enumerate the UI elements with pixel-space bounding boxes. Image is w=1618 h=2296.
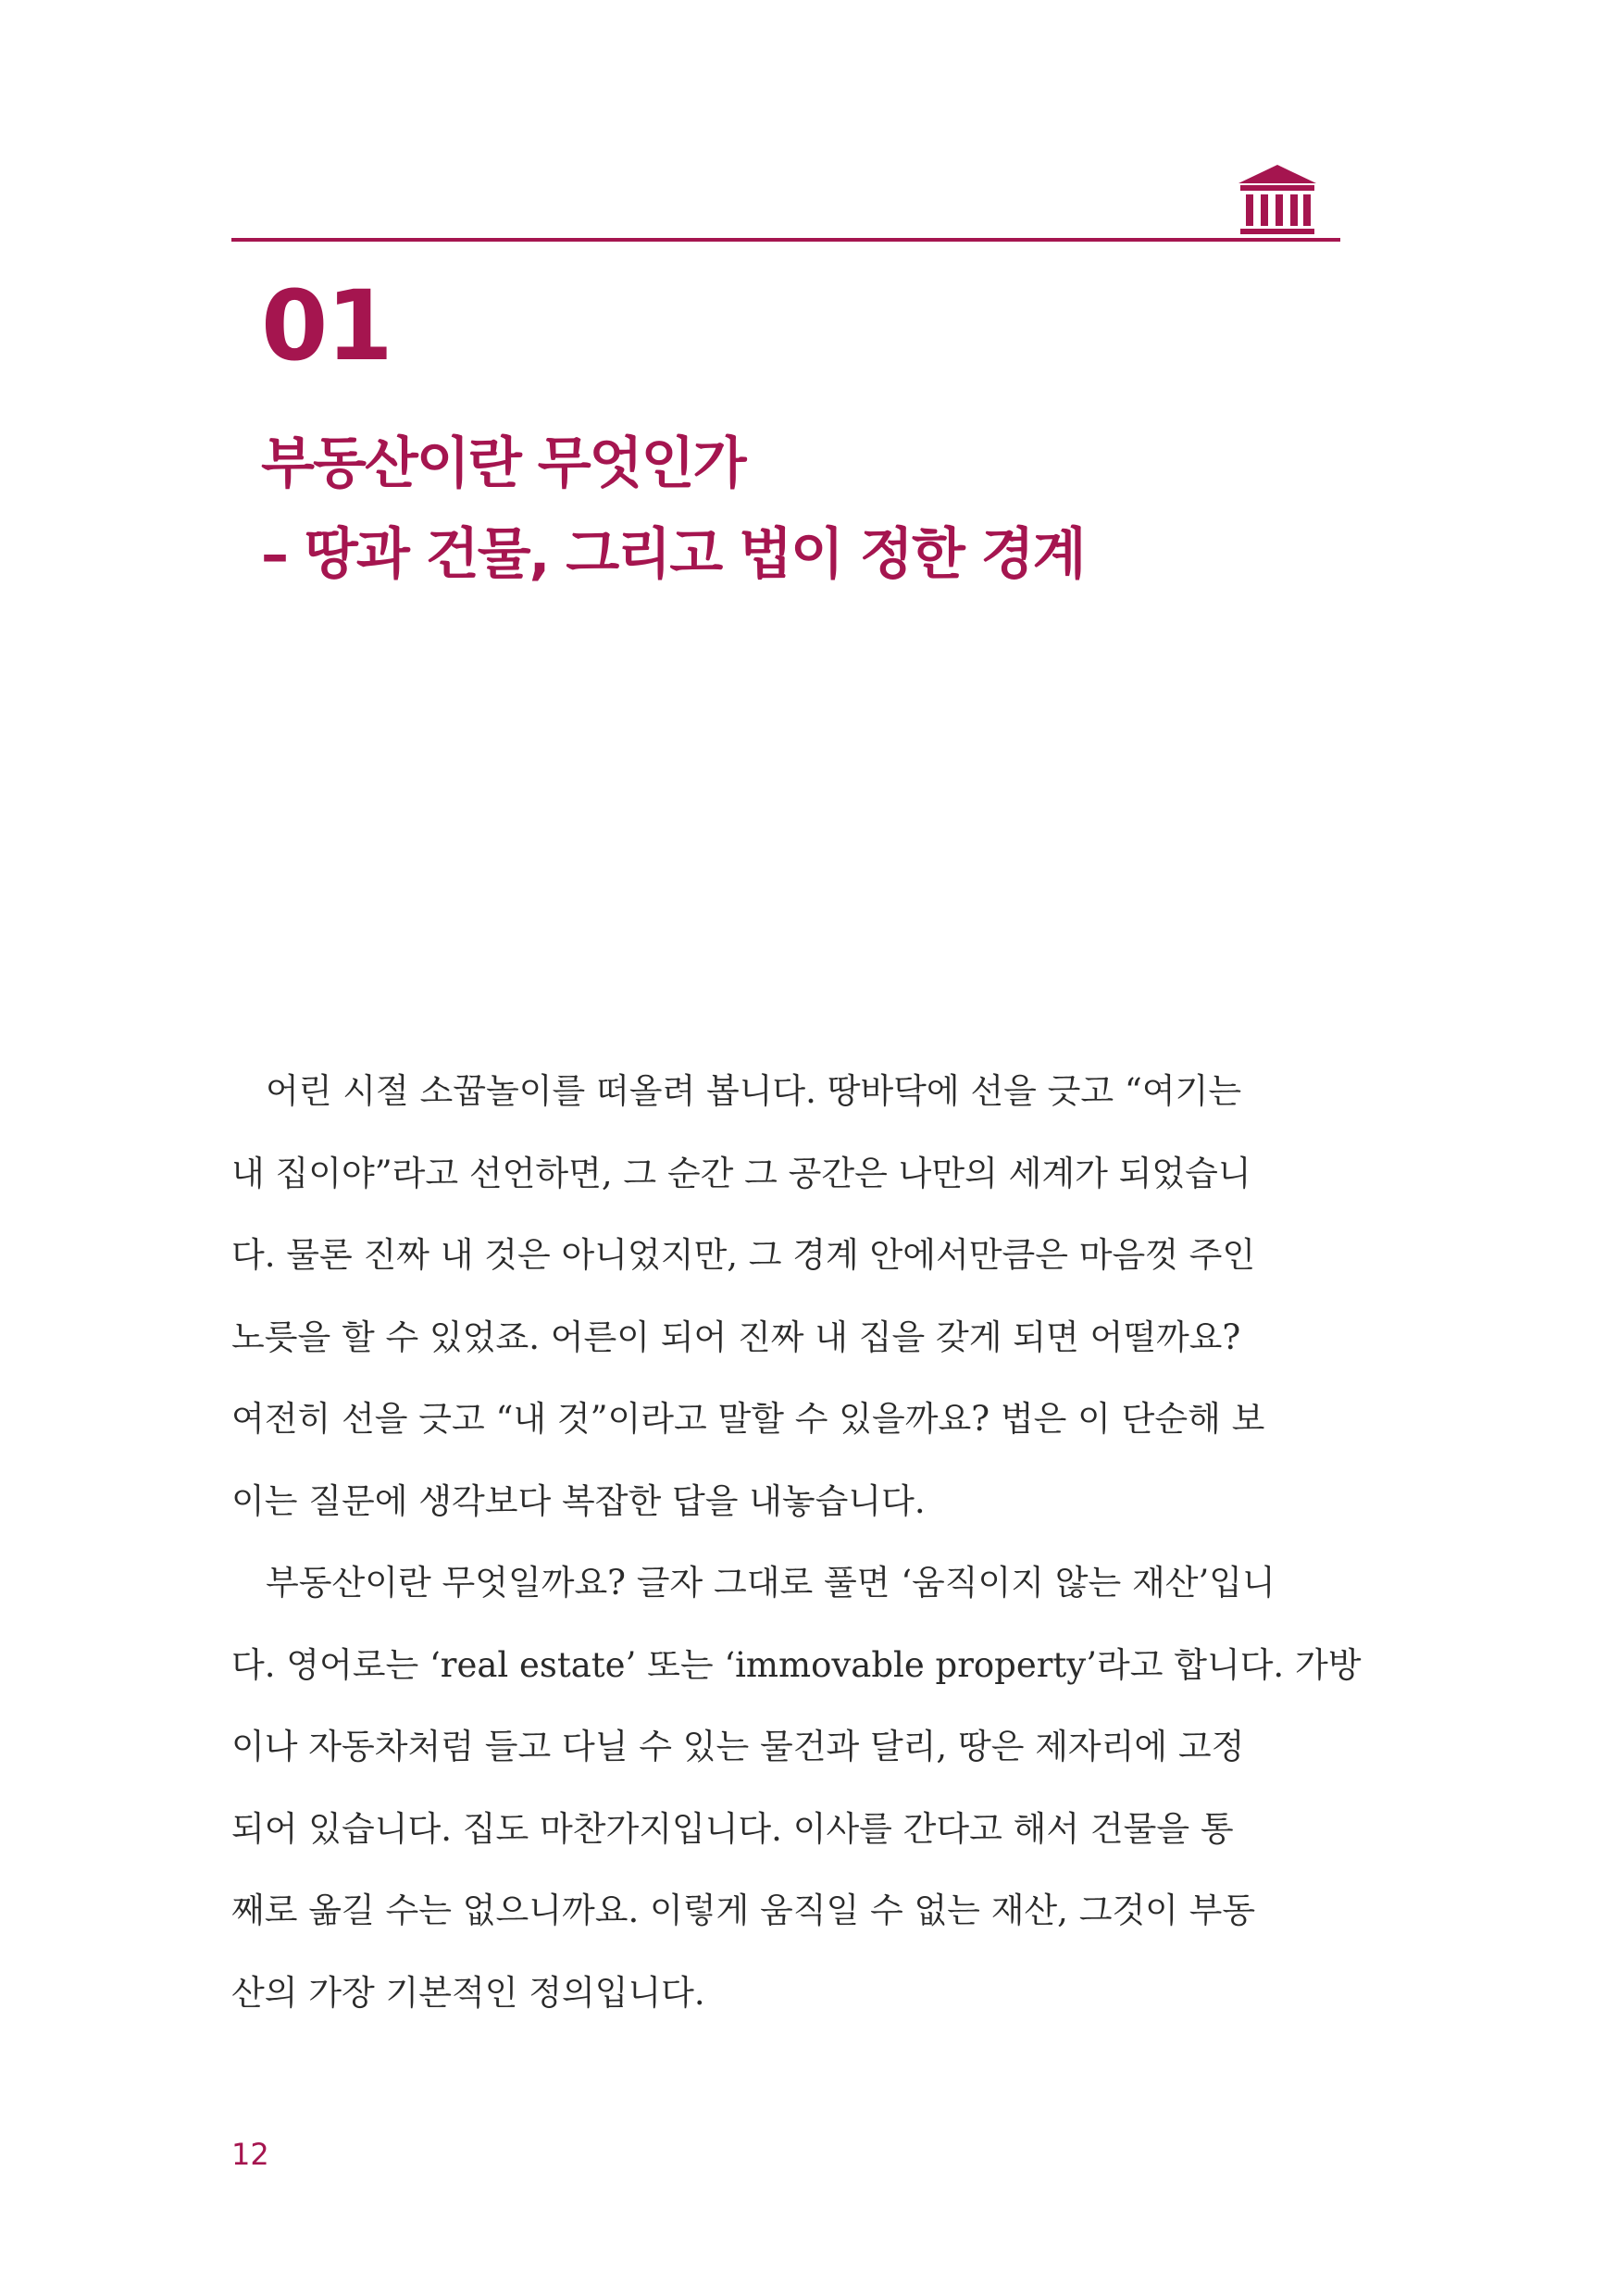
body-line: 산의 가장 기본적인 정의입니다. xyxy=(231,1972,705,2013)
chapter-title xyxy=(261,418,1326,600)
body-line: 부동산이란 무엇일까요? 글자 그대로 풀면 ‘움직이지 않는 재산’입니 xyxy=(266,1563,1276,1603)
header-rule xyxy=(231,238,1340,242)
body-line: 이는 질문에 생각보다 복잡한 답을 내놓습니다. xyxy=(231,1480,926,1521)
classical-building-icon xyxy=(1235,163,1320,241)
body-text xyxy=(231,1051,1362,2034)
chapter-title-line-2: – 땅과 건물, 그리고 법이 정한 경계 xyxy=(261,522,1085,587)
page-number: 12 xyxy=(231,2137,269,2172)
body-line: 이나 자동차처럼 들고 다닐 수 있는 물건과 달리, 땅은 제자리에 고정 xyxy=(231,1727,1245,1766)
body-line: 다. 영어로는 ‘real estate’ 또는 ‘immovable property’라고 합니다. 가방 xyxy=(231,1644,1362,1685)
chapter-number: 01 xyxy=(261,269,392,382)
body-line: 어린 시절 소꿉놀이를 떠올려 봅니다. 땅바닥에 선을 긋고 “여기는 xyxy=(266,1071,1242,1111)
body-line: 째로 옮길 수는 없으니까요. 이렇게 움직일 수 없는 재산, 그것이 부동 xyxy=(231,1890,1256,1930)
body-line: 내 집이야”라고 선언하면, 그 순간 그 공간은 나만의 세계가 되었습니 xyxy=(231,1153,1251,1193)
body-line: 여전히 선을 긋고 “내 것”이라고 말할 수 있을까요? 법은 이 단순해 보 xyxy=(231,1399,1265,1439)
body-line: 다. 물론 진짜 내 것은 아니었지만, 그 경계 안에서만큼은 마음껏 주인 xyxy=(231,1235,1256,1275)
body-line: 노릇을 할 수 있었죠. 어른이 되어 진짜 내 집을 갖게 되면 어떨까요? xyxy=(231,1316,1241,1357)
chapter-title-line-1: 부동산이란 무엇인가 xyxy=(261,431,745,496)
body-line: 되어 있습니다. 집도 마찬가지입니다. 이사를 간다고 해서 건물을 통 xyxy=(231,1808,1234,1849)
